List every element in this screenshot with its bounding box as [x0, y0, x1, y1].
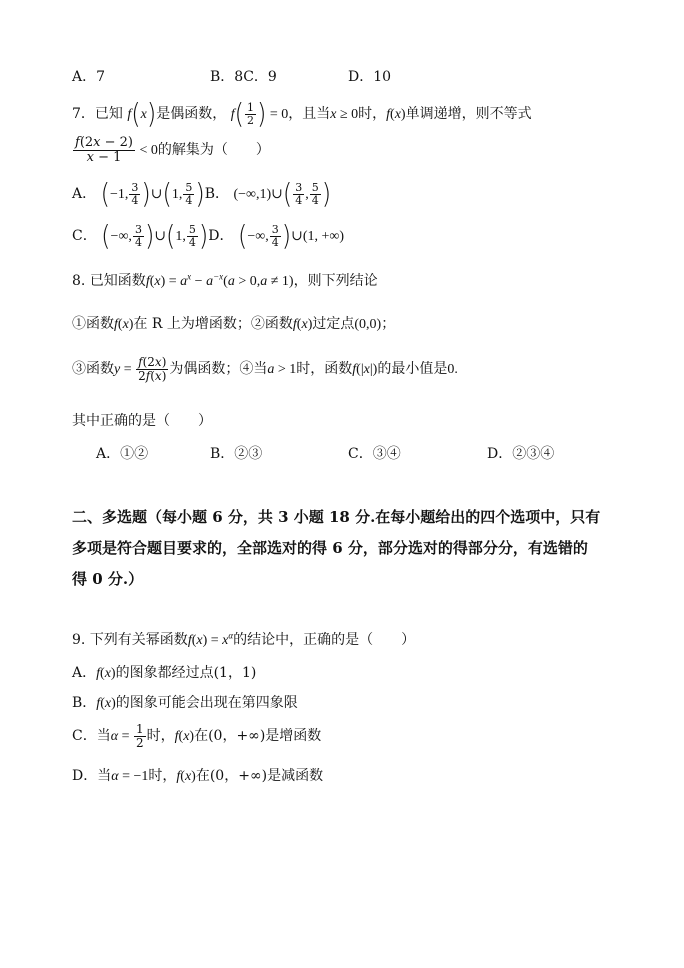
fraction-1-2: $\frac{1}{2}$ — [246, 100, 254, 127]
q9-option-a: A．f(x)的图象都经过点(1，1) — [72, 665, 257, 681]
section2-heading-line1: 二、多选题（每小题 6 分，共 3 小题 18 分.在每小题给出的四个选项中，只有 — [72, 508, 601, 526]
q9-option-c: C．当α = $\frac{1}{2}$ 时，f(x)在(0，+∞)是增函数 — [72, 722, 322, 750]
q6-option-d: D．10 — [348, 69, 392, 85]
q9-number: 9. — [72, 632, 86, 648]
q9-stem: 9. 下列有关幂函数$f(x) = x^\alpha$的结论中，正确的是（ ） — [72, 630, 416, 648]
q9-option-d: D．当α = −1时，f(x)在(0，+∞)是减函数 — [72, 768, 324, 784]
q8-number: 8. — [72, 273, 86, 289]
q8-stem: 8. 已知函数$f(x) = a^x - a^{-x}(a > 0,a \ne 1)$，则下列结论 — [72, 271, 378, 289]
section2-heading-line2: 多项是符合题目要求的，全部选对的得 6 分，部分选对的得部分分，有选错的 — [72, 539, 588, 557]
q6-option-a: A．7 — [72, 69, 106, 85]
q8-option-d: D．②③④ — [487, 446, 555, 462]
q9-option-b: B．f(x)的图象可能会出现在第四象限 — [72, 695, 298, 711]
q7-stem-line1: 7．已知 f(x)是偶函数， f( $\frac{1}{2}$ ) = 0，且当x ≥ 0时，f(x)单调递增，则不等式 — [72, 97, 532, 131]
q8-option-c: C．③④ — [348, 446, 401, 462]
math-fx: f — [127, 107, 132, 122]
q8-option-b: B．②③ — [210, 446, 263, 462]
q8-statement-1-2: ①函数f(x)在 R 上为增函数；②函数f(x)过定点(0,0)； — [72, 316, 396, 332]
section2-heading-line3: 得 0 分.） — [72, 570, 144, 588]
q8-ask: 其中正确的是（ ） — [72, 413, 212, 429]
q6-option-bc: B．8C．9 — [210, 69, 277, 85]
q7-stem-line2: $\frac{f(2x - 2)}{x - 1}$ < 0的解集为（ ） — [75, 135, 270, 165]
q7-number: 7． — [72, 106, 95, 122]
q7-options-ab: A． (−1, $\frac{3}{4}$ )∪(1, $\frac{5}{4}$ )B． (−∞,1)∪( $\frac{3}{4}$ , $\frac{5}{4}$ ) — [72, 177, 332, 211]
inequality-fraction: $\frac{f(2x - 2)}{x - 1}$ — [75, 135, 133, 165]
q8-option-a: A．①② — [96, 446, 149, 462]
q8-statement-3-4: ③函数y = $\frac{f(2x)}{2f(x)}$ 为偶函数；④当a > 1时，函数f(|x|)的最小值是0. — [72, 355, 458, 383]
q7-options-cd: C． (−∞, $\frac{3}{4}$ )∪(1, $\frac{5}{4}$ )D． (−∞, $\frac{3}{4}$ )∪(1, +∞) — [72, 219, 345, 253]
